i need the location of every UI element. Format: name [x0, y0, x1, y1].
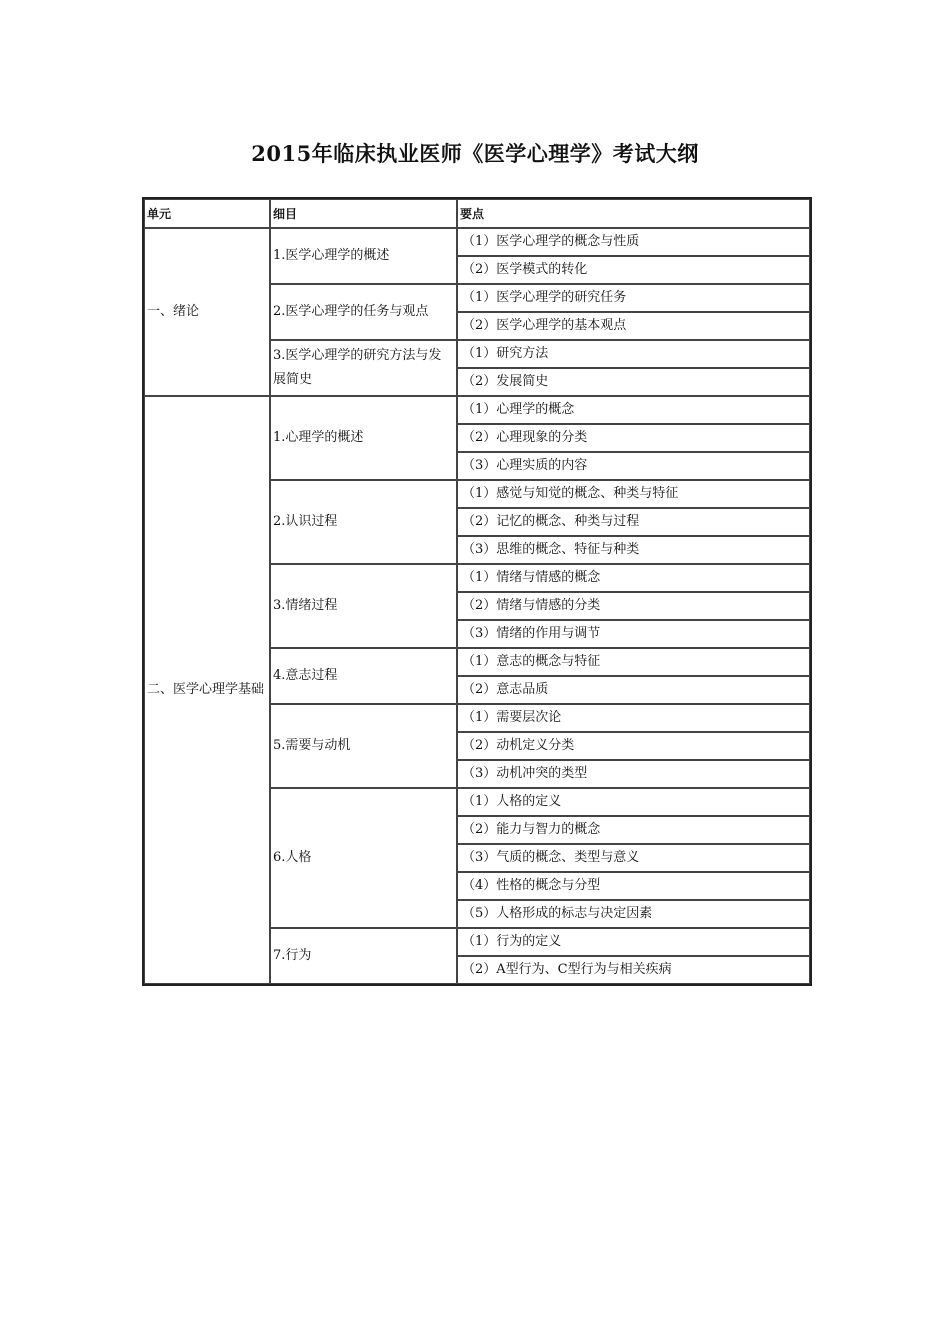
- detail-cell: 7.行为: [270, 928, 457, 984]
- point-cell: （2）医学心理学的基本观点: [457, 312, 810, 340]
- point-cell: （1）人格的定义: [457, 788, 810, 816]
- point-cell: （4）性格的概念与分型: [457, 872, 810, 900]
- point-cell: （2）情绪与情感的分类: [457, 592, 810, 620]
- point-cell: （1）感觉与知觉的概念、种类与特征: [457, 480, 810, 508]
- detail-cell: 2.认识过程: [270, 480, 457, 564]
- point-cell: （1）情绪与情感的概念: [457, 564, 810, 592]
- detail-cell: 4.意志过程: [270, 648, 457, 704]
- point-cell: （1）行为的定义: [457, 928, 810, 956]
- point-cell: （2）医学模式的转化: [457, 256, 810, 284]
- point-cell: （2）意志品质: [457, 676, 810, 704]
- point-cell: （1）研究方法: [457, 340, 810, 368]
- point-cell: （2）动机定义分类: [457, 732, 810, 760]
- detail-cell: 3.医学心理学的研究方法与发展简史: [270, 340, 457, 396]
- syllabus-table: [142, 197, 812, 986]
- header-detail: 细目: [270, 199, 457, 228]
- point-cell: （3）心理实质的内容: [457, 452, 810, 480]
- page-title: 2015年临床执业医师《医学心理学》考试大纲: [251, 141, 699, 166]
- point-cell: （5）人格形成的标志与决定因素: [457, 900, 810, 928]
- table-row: [144, 228, 810, 256]
- unit-cell: 一、绪论: [144, 228, 270, 396]
- table-header-row: [144, 199, 810, 228]
- table-row: [144, 396, 810, 424]
- detail-cell: 2.医学心理学的任务与观点: [270, 284, 457, 340]
- point-cell: （3）动机冲突的类型: [457, 760, 810, 788]
- point-cell: （1）心理学的概念: [457, 396, 810, 424]
- point-cell: （1）意志的概念与特征: [457, 648, 810, 676]
- detail-cell: 1.医学心理学的概述: [270, 228, 457, 284]
- point-cell: （2）A型行为、C型行为与相关疾病: [457, 956, 810, 984]
- unit-cell: 二、医学心理学基础: [144, 396, 270, 984]
- point-cell: （2）能力与智力的概念: [457, 816, 810, 844]
- point-cell: （2）记忆的概念、种类与过程: [457, 508, 810, 536]
- point-cell: （3）气质的概念、类型与意义: [457, 844, 810, 872]
- point-cell: （3）思维的概念、特征与种类: [457, 536, 810, 564]
- point-cell: （1）医学心理学的研究任务: [457, 284, 810, 312]
- detail-cell: 3.情绪过程: [270, 564, 457, 648]
- detail-cell: 6.人格: [270, 788, 457, 928]
- detail-cell: 1.心理学的概述: [270, 396, 457, 480]
- detail-cell: 5.需要与动机: [270, 704, 457, 788]
- point-cell: （3）情绪的作用与调节: [457, 620, 810, 648]
- point-cell: （2）心理现象的分类: [457, 424, 810, 452]
- header-unit: 单元: [144, 199, 270, 228]
- point-cell: （1）需要层次论: [457, 704, 810, 732]
- point-cell: （2）发展简史: [457, 368, 810, 396]
- header-points: 要点: [457, 199, 810, 228]
- point-cell: （1）医学心理学的概念与性质: [457, 228, 810, 256]
